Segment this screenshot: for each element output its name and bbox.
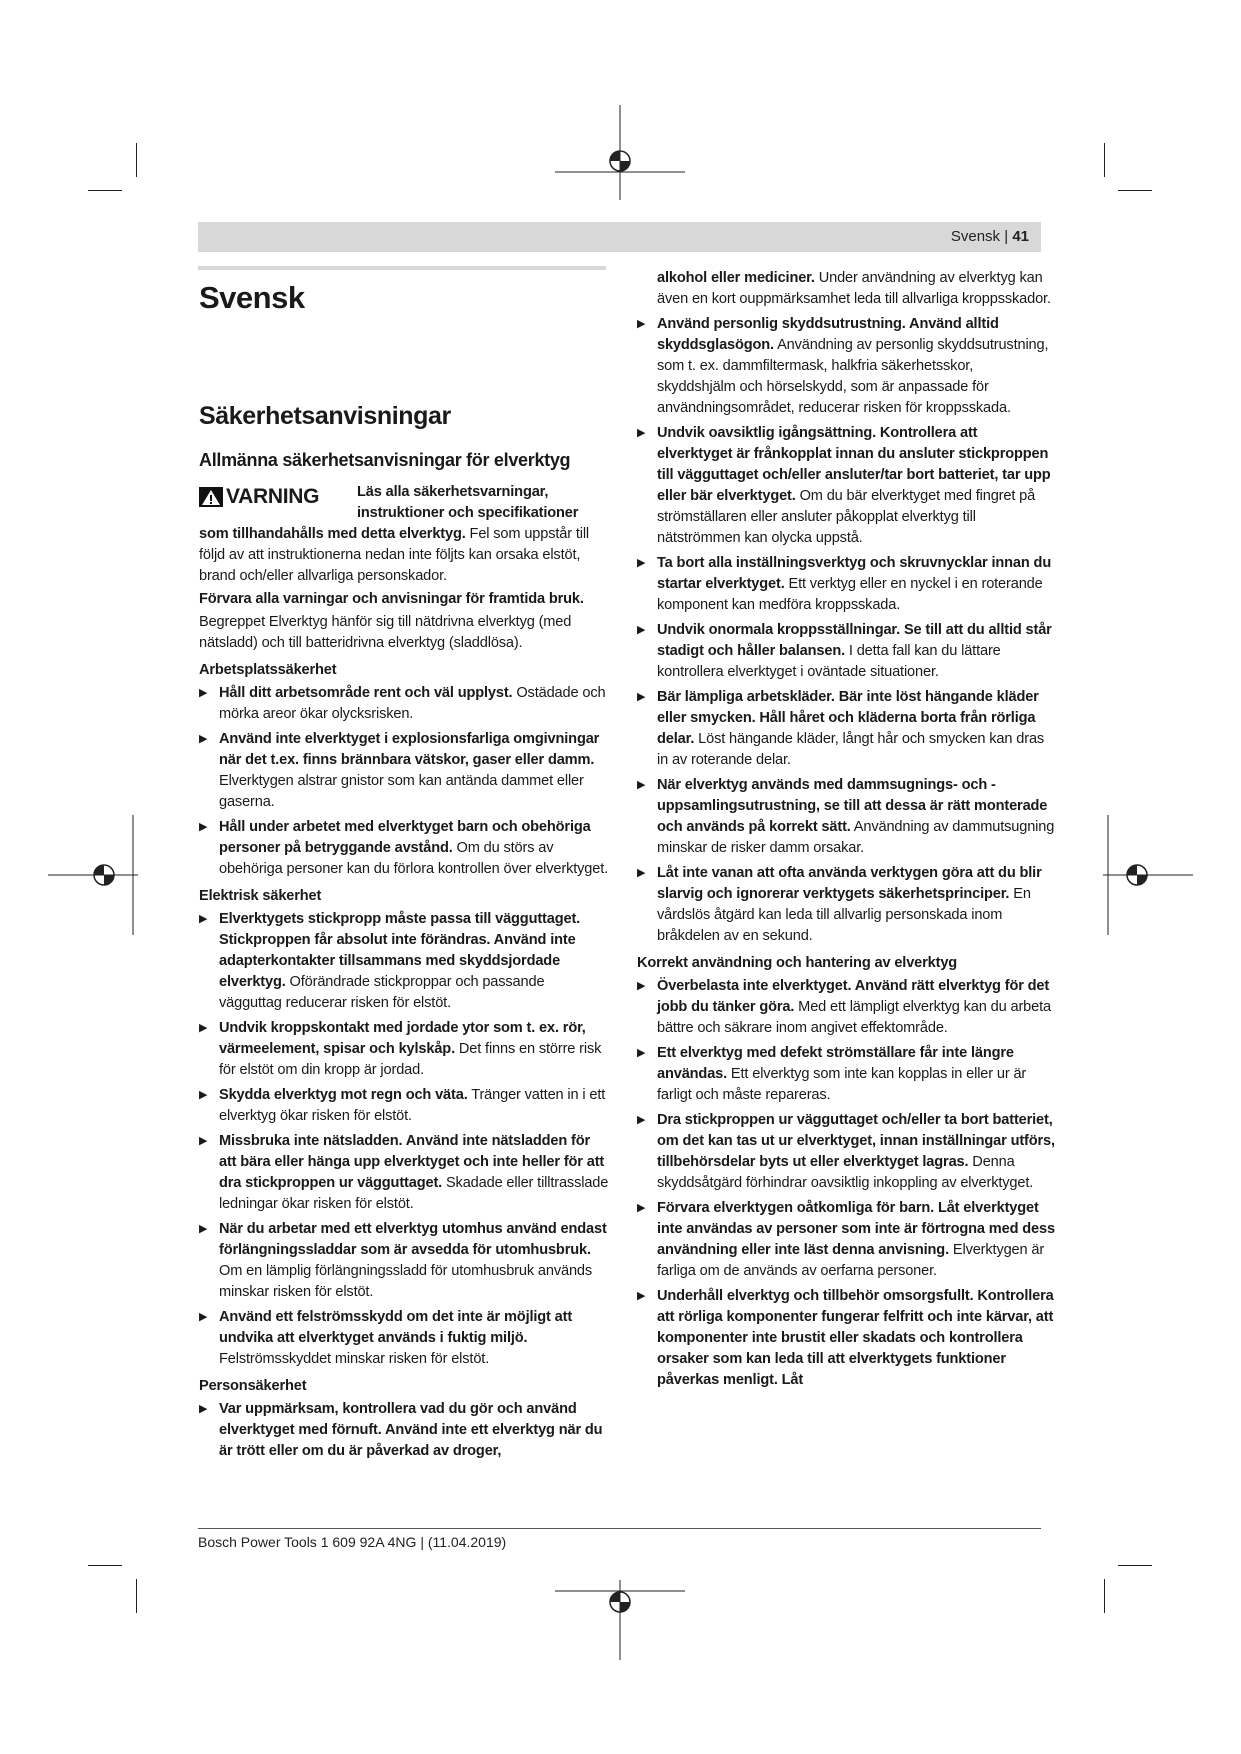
warning-intro <box>199 524 609 587</box>
crop-mark-bottom-left-v <box>136 1579 137 1613</box>
left-column <box>199 278 609 1466</box>
warning-badge <box>199 486 357 507</box>
bullet-triangle-icon: ▶ <box>637 867 646 879</box>
list-item-text: Elverktygen alstrar gnistor som kan antända dammet eller gaserna. <box>219 773 584 810</box>
list-item-bold: Överbelasta inte elverktyget. Använd rätt elverktyg för det jobb du tänker göra. <box>657 978 1050 1015</box>
bullet-triangle-icon: ▶ <box>199 1223 208 1235</box>
list-item <box>637 1043 1055 1106</box>
bullet-triangle-icon: ▶ <box>637 318 646 330</box>
bullet-triangle-icon: ▶ <box>637 779 646 791</box>
list-item <box>199 1131 609 1215</box>
list-item <box>199 909 609 1014</box>
registration-mark-right-icon <box>1103 815 1193 935</box>
list-item-text: Det finns en större risk för elstöt om din kropp är jordad. <box>219 1041 602 1078</box>
list-item-text: Oförändrade stickproppar och passande vägguttag reducerar risken för elstöt. <box>219 974 545 1011</box>
group-list <box>199 683 609 880</box>
list-item <box>199 817 609 880</box>
list-item-bold: Missbruka inte nätsladden. Använd inte nätsladden för att bära eller hänga upp elverktyget och inte heller för att dra stickproppen ur vägguttaget. <box>219 1133 605 1191</box>
list-item-text: Om du bär elverktyget med fingret på strömställaren eller ansluter påkopplat elverktyg till nätströmmen kan olycka uppstå. <box>657 488 1036 546</box>
list-item-text: Om en lämplig förlängningssladd för utomhusbruk används minskar risken för elstöt. <box>219 1263 593 1300</box>
list-item <box>199 683 609 725</box>
bullet-triangle-icon: ▶ <box>199 1403 208 1415</box>
warning-intro-bold-1: Läs alla säkerhetsvarningar, instruktioner och specifikationer <box>357 484 579 521</box>
crop-mark-top-right-v <box>1104 143 1105 177</box>
list-item-text: Löst hängande kläder, långt hår och smycken kan dras in av roterande delar. <box>657 731 1045 768</box>
list-item-bold: Använd personlig skyddsutrustning. Använd alltid skyddsglasögon. <box>657 316 999 353</box>
list-item <box>637 553 1055 616</box>
list-item <box>199 729 609 813</box>
list-item-text: Ett verktyg eller en nyckel i en roterande komponent kan medföra kroppsskada. <box>657 576 1043 613</box>
page-number: 41 <box>1012 228 1029 245</box>
crop-mark-bottom-right-v <box>1104 1579 1105 1613</box>
group-list <box>199 1399 609 1462</box>
crop-mark-bottom-left-h <box>88 1565 122 1566</box>
page-header-text <box>951 228 1029 245</box>
continuation-bold: alkohol eller mediciner. <box>657 270 815 286</box>
bullet-triangle-icon: ▶ <box>637 557 646 569</box>
list-item-bold: Undvik oavsiktlig igångsättning. Kontrollera att elverktyget är frånkopplat innan du ansluter stickproppen till vägguttaget och/eller ansluter/tar bort batteriet, tar upp eller bär elverktyget. <box>657 425 1051 504</box>
list-item <box>199 1018 609 1081</box>
header-section-label: Svensk <box>950 228 1001 245</box>
list-item <box>199 1085 609 1127</box>
warning-intro-text: Fel som uppstår till följd av att instruktionerna nedan inte följts kan orsaka elstöt, brand och/eller allvarliga personskador. <box>199 526 590 584</box>
bullet-triangle-icon: ▶ <box>199 913 208 925</box>
list-item-bold: Bär lämpliga arbetskläder. Bär inte löst hängande kläder eller smycken. Håll håret och kläderna borta från rörliga delar. <box>657 689 1039 747</box>
page-header-bar <box>198 222 1041 252</box>
right-column <box>637 268 1055 1395</box>
list-item-text: Med ett lämpligt elverktyg kan du arbeta bättre och säkrare inom angivet effektområde. <box>657 999 1051 1036</box>
bullet-triangle-icon: ▶ <box>199 821 208 833</box>
bullet-triangle-icon: ▶ <box>637 1202 646 1214</box>
left-groups <box>199 660 609 1462</box>
list-item-text: Denna skyddsåtgärd förhindrar oavsiktlig inkoppling av elverktyget. <box>657 1154 1034 1191</box>
list-item <box>637 976 1055 1039</box>
list-item-bold: När du arbetar med ett elverktyg utomhus använd endast förlängningssladdar som är avsedda för utomhusbruk. <box>219 1221 607 1258</box>
bullet-triangle-icon: ▶ <box>199 1135 208 1147</box>
language-title: Svensk <box>199 280 305 315</box>
list-item-text: Tränger vatten in i ett elverktyg ökar risken för elstöt. <box>219 1087 606 1124</box>
group-title: Arbetsplatssäkerhet <box>199 662 337 678</box>
list-item-text: Skadade eller tilltrasslade ledningar ökar risken för elstöt. <box>219 1175 609 1212</box>
list-item-bold: Elverktygets stickpropp måste passa till vägguttaget. Stickproppen får absolut inte förändras. Använd inte adapterkontakter tillsammans med skyddsjordade elverktyg. <box>219 911 581 990</box>
list-item <box>637 863 1055 947</box>
list-item-bold: Låt inte vanan att ofta använda verktygen göra att du blir slarvig och ignorerar verktygets säkerhetsprinciper. <box>657 865 1042 902</box>
list-item-bold: Underhåll elverktyg och tillbehör omsorgsfullt. Kontrollera att rörliga komponenter fungerar felfritt och inte kärvar, att komponenter inte brustit eller skadats och kontrollera orsaker som kan leda till att elverktygets funktioner påverkas menligt. Låt <box>657 1288 1054 1388</box>
list-item <box>199 1307 609 1370</box>
keep-instructions-bold: Förvara alla varningar och anvisningar för framtida bruk. <box>199 591 584 607</box>
list-item-text: I detta fall kan du lättare kontrollera elverktyget i oväntade situationer. <box>657 643 1001 680</box>
list-item <box>637 687 1055 771</box>
list-item-text: Elverktygen är farliga om de används av oerfarna personer. <box>657 1242 1045 1279</box>
list-item-bold: Ett elverktyg med defekt strömställare får inte längre användas. <box>657 1045 1014 1082</box>
personal-safety-list <box>637 314 1055 947</box>
crop-mark-bottom-right-h <box>1118 1565 1152 1566</box>
warning-word: VARNING <box>226 485 320 508</box>
list-item <box>637 1286 1055 1391</box>
list-item-bold: Ta bort alla inställningsverktyg och skruvnycklar innan du startar elverktyget. <box>657 555 1052 592</box>
list-item-bold: När elverktyg används med dammsugnings- och -uppsamlingsutrustning, se till att dessa är rätt monterade och används på korrekt sätt. <box>657 777 1048 835</box>
list-item-bold: Dra stickproppen ur vägguttaget och/eller ta bort batteriet, om det kan tas ut ur elverktyget, innan inställningar utförs, tillbehörsdelar byts ut eller elverktyget lagras. <box>657 1112 1055 1170</box>
group-title-correct-use: Korrekt användning och hantering av elverktyg <box>637 955 958 971</box>
list-item-text: Användning av personlig skyddsutrustning, som t. ex. dammfiltermask, halkfria säkerhetsskor, skyddshjälm och hörselskydd, som är anpassade för användningsområdet, reducerar risken för kroppsskada. <box>657 337 1049 416</box>
crop-mark-top-left-v <box>136 143 137 177</box>
bullet-triangle-icon: ▶ <box>199 1022 208 1034</box>
list-item-bold: Förvara elverktygen oåtkomliga för barn. Låt elverktyget inte användas av personer som inte är förtrogna med dess användning eller inte läst denna anvisning. <box>657 1200 1055 1258</box>
list-item <box>637 620 1055 683</box>
list-item-bold: Var uppmärksam, kontrollera vad du gör och använd elverktyget med förnuft. Använd inte ett elverktyg när du är trött eller om du är påverkad av droger, <box>219 1401 603 1459</box>
continuation-item <box>637 268 1055 310</box>
warning-block <box>199 482 609 524</box>
list-item-text: En vårdslös åtgärd kan leda till allvarlig personskada inom bråkdelen av en sekund. <box>657 886 1031 944</box>
list-item-bold: Använd inte elverktyget i explosionsfarliga omgivningar när det t.ex. finns brännbara vätskor, gaser eller damm. <box>219 731 600 768</box>
list-item-text: Ostädade och mörka areor ökar olycksrisken. <box>219 685 606 722</box>
keep-instructions <box>199 589 609 610</box>
group-title: Elektrisk säkerhet <box>199 888 322 904</box>
title-rule <box>198 266 606 270</box>
list-item-bold: Håll under arbetet med elverktyget barn och obehöriga personer på betryggande avstånd. <box>219 819 591 856</box>
list-item <box>637 1198 1055 1282</box>
list-item <box>637 1110 1055 1194</box>
bullet-triangle-icon: ▶ <box>637 691 646 703</box>
definition-text: Begreppet Elverktyg hänför sig till nätdrivna elverktyg (med nätsladd) och till batteridrivna elverktyg (sladdlösa). <box>199 614 572 651</box>
list-item <box>199 1219 609 1303</box>
correct-use-list <box>637 976 1055 1391</box>
list-item <box>637 423 1055 549</box>
crop-mark-top-right-h <box>1118 190 1152 191</box>
header-separator: | <box>1004 228 1009 245</box>
group-title: Personsäkerhet <box>199 1378 307 1394</box>
bullet-triangle-icon: ▶ <box>199 1311 208 1323</box>
bullet-triangle-icon: ▶ <box>637 427 646 439</box>
registration-mark-top-icon <box>555 105 685 200</box>
list-item-text: Om du störs av obehöriga personer kan du förlora kontrollen över elverktyget. <box>219 840 609 877</box>
bullet-triangle-icon: ▶ <box>637 624 646 636</box>
bullet-triangle-icon: ▶ <box>637 980 646 992</box>
bullet-triangle-icon: ▶ <box>637 1290 646 1302</box>
bullet-triangle-icon: ▶ <box>199 687 208 699</box>
registration-mark-bottom-icon <box>555 1580 685 1660</box>
group-list <box>199 909 609 1370</box>
bullet-triangle-icon: ▶ <box>637 1114 646 1126</box>
list-item-bold: Undvik kroppskontakt med jordade ytor som t. ex. rör, värmeelement, spisar och kylskåp. <box>219 1020 586 1057</box>
list-item-text: Felströmsskyddet minskar risken för elstöt. <box>219 1351 490 1367</box>
section-title: Säkerhetsanvisningar <box>199 402 451 430</box>
continuation-text: Under användning av elverktyg kan även en kort ouppmärksamhet leda till allvarliga kroppsskador. <box>657 270 1051 307</box>
list-item-bold: Håll ditt arbetsområde rent och väl upplyst. <box>219 685 513 701</box>
list-item <box>637 314 1055 419</box>
list-item-text: Användning av dammutsugning minskar de risker damm orsakar. <box>657 819 1055 856</box>
registration-mark-left-icon <box>48 815 138 935</box>
list-item-text: Ett elverktyg som inte kan kopplas in eller ur är farligt och måste repareras. <box>657 1066 1027 1103</box>
subsection-title: Allmänna säkerhetsanvisningar för elverktyg <box>199 450 571 470</box>
footer-rule <box>198 1528 1041 1529</box>
crop-mark-top-left-h <box>88 190 122 191</box>
list-item-bold: Undvik onormala kroppsställningar. Se till att du alltid står stadigt och håller balansen. <box>657 622 1052 659</box>
bullet-triangle-icon: ▶ <box>199 733 208 745</box>
list-item <box>199 1399 609 1462</box>
list-item <box>637 775 1055 859</box>
bullet-triangle-icon: ▶ <box>199 1089 208 1101</box>
bullet-triangle-icon: ▶ <box>637 1047 646 1059</box>
footer-text: Bosch Power Tools 1 609 92A 4NG | (11.04.2019) <box>198 1534 507 1550</box>
continuation-list <box>637 268 1055 310</box>
warning-intro-bold-2: som tillhandahålls med detta elverktyg. <box>199 526 466 542</box>
list-item-bold: Skydda elverktyg mot regn och väta. <box>219 1087 468 1103</box>
list-item-bold: Använd ett felströmsskydd om det inte är möjligt att undvika att elverktyget används i fuktig miljö. <box>219 1309 573 1346</box>
warning-triangle-icon <box>199 487 223 507</box>
